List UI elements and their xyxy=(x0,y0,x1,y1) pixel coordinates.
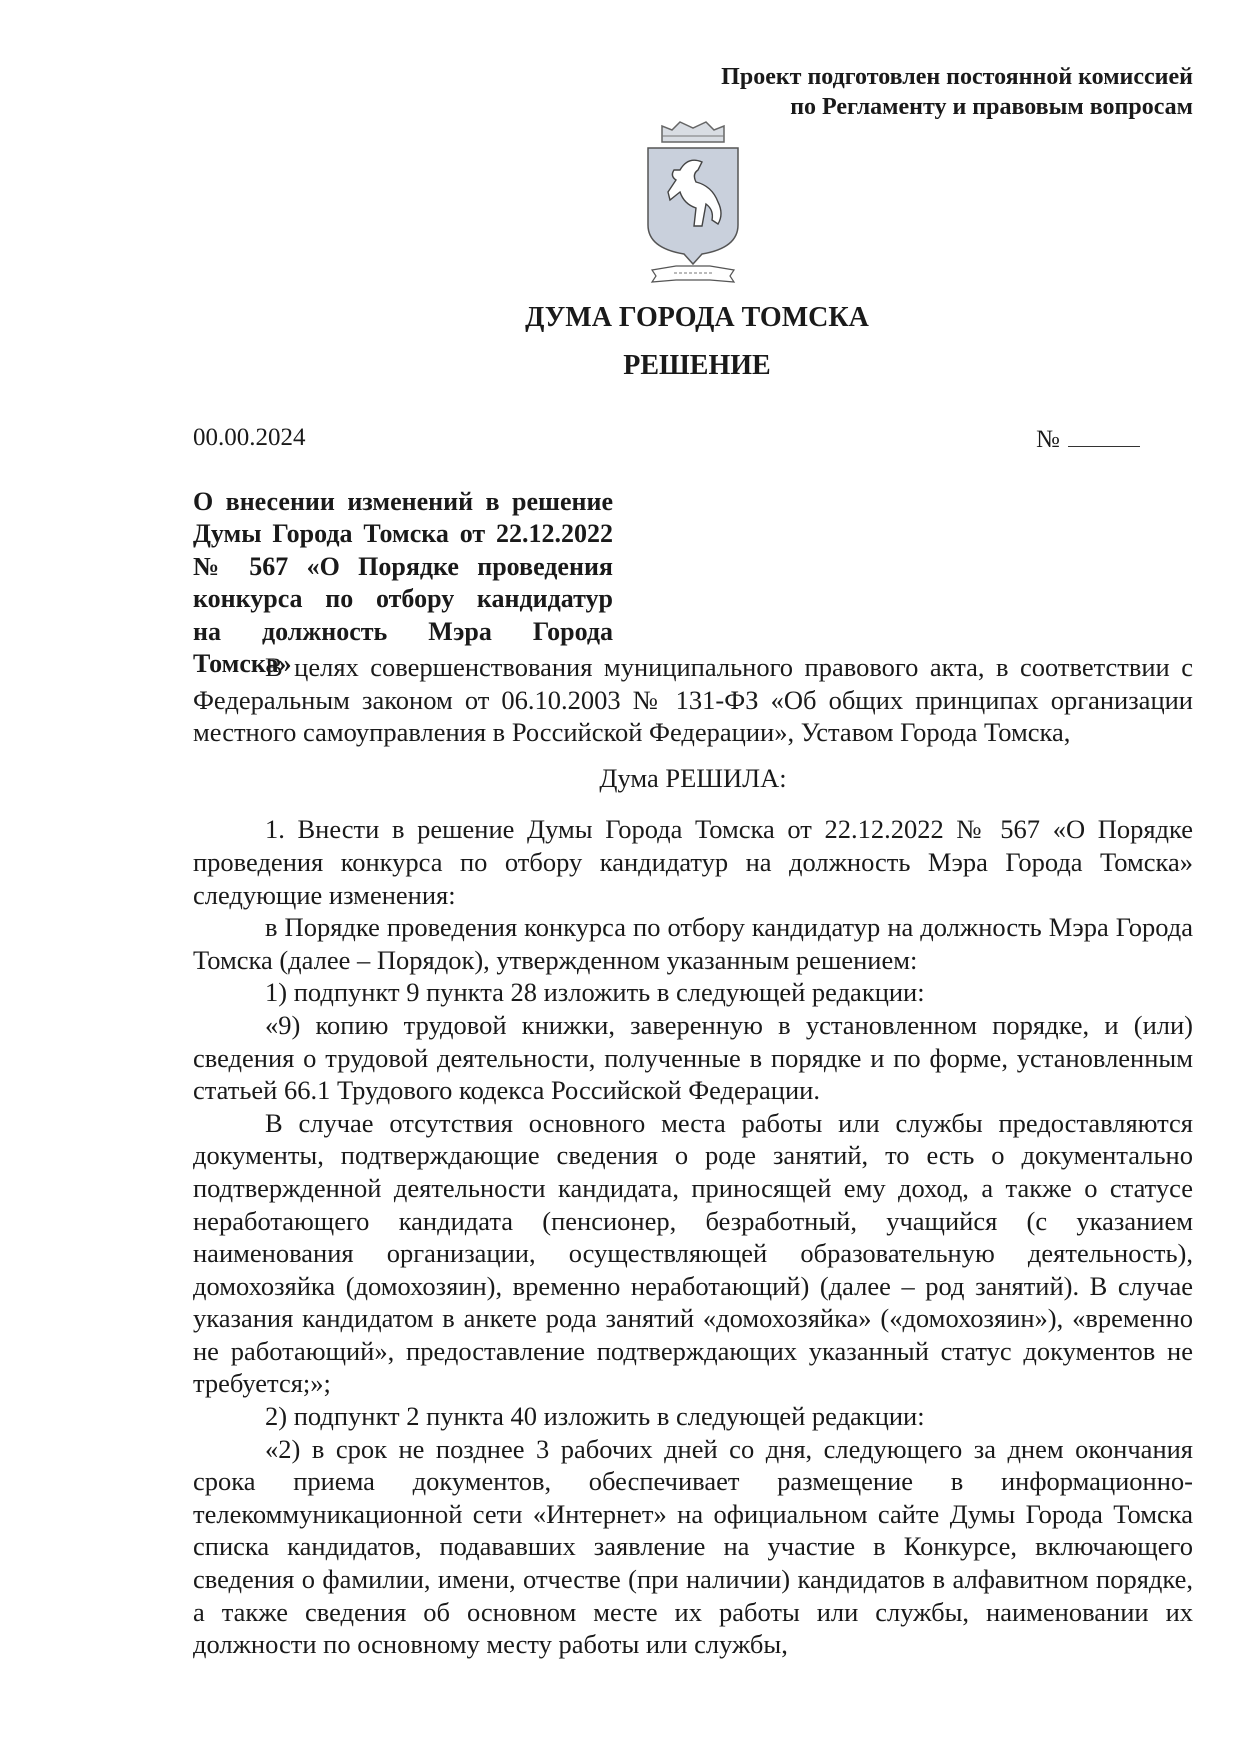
coat-of-arms-icon xyxy=(640,120,746,288)
resolved-heading: Дума РЕШИЛА: xyxy=(599,762,787,793)
number-label: № xyxy=(1036,426,1060,453)
number-blank xyxy=(1068,424,1140,447)
preamble: В целях совершенствования муниципального правового акта, в соответствии с Федеральным законом от 06.10.2003 № 131-ФЗ «Об общих принципах организации местного самоуправления в Российской Федерации», Уставом Города Томска, xyxy=(193,652,1193,748)
subject-line: О внесении изменений в решение xyxy=(193,487,613,516)
decision-date: 00.00.2024 xyxy=(193,424,306,451)
paragraph: «2) в срок не позднее 3 рабочих дней со дня, следующего за днем окончания срока приема документов, обеспечивает размещение в информационно-телекоммуникационной сети «Интернет» на официальном сайте Думы Города Томска списка кандидатов, подававших заявление на участие в Конкурсе, включающего сведения о фамилии, имени, отчестве (при наличии) кандидатов в алфавитном порядке, а также сведения об основном месте их работы или службы, наименовании их должности по основному месту работы или службы, xyxy=(193,1433,1193,1660)
paragraph: 2) подпункт 2 пункта 40 изложить в следующей редакции: xyxy=(265,1401,925,1432)
prepared-by-note xyxy=(721,62,1193,122)
council-name: ДУМА ГОРОДА ТОМСКА xyxy=(525,302,869,333)
subject-line: конкурса по отбору кандидатур xyxy=(193,584,613,614)
subject-line: Думы Города Томска от 22.12.2022 xyxy=(193,519,613,549)
document-type: РЕШЕНИЕ xyxy=(623,350,771,381)
prepared-by-line-2: по Регламенту и правовым вопросам xyxy=(790,94,1193,120)
subject-line: № 567 «О Порядке проведения xyxy=(193,551,613,581)
paragraph: 1) подпункт 9 пункта 28 изложить в следующей редакции: xyxy=(265,977,925,1008)
paragraph: «9) копию трудовой книжки, заверенную в установленном порядке, и (или) сведения о трудовой деятельности, полученные в порядке и по форме, установленным статьей 66.1 Трудового кодекса Российской Федерации. xyxy=(193,1009,1193,1106)
subject-line: на должность Мэра Города Томска» xyxy=(193,616,613,679)
decision-number xyxy=(1036,424,1140,454)
paragraph: в Порядке проведения конкурса по отбору кандидатур на должность Мэра Города Томска (далее – Порядок), утвержденном указанным решением: xyxy=(193,912,1193,975)
document-body xyxy=(193,651,1193,1661)
paragraph: 1. Внести в решение Думы Города Томска от 22.12.2022 № 567 «О Порядке проведения конкурса по отбору кандидатур на должность Мэра Города Томска» следующие изменения: xyxy=(193,814,1193,910)
paragraph: В случае отсутствия основного места работы или службы предоставляются документы, подтверждающие сведения о роде занятий, то есть о документально подтвержденной деятельности кандидата, приносящей ему доход, а также о статусе неработающего кандидата (пенсионер, безработный, учащийся (с указанием наименования организации, осуществляющей образовательную деятельность), домохозяйка (домохозяин), временно неработающий) (далее – род занятий). В случае указания кандидатом в анкете рода занятий «домохозяйка» («домохозяин»), «временно не работающий», предоставление подтверждающих указанный статус документов не требуется;»; xyxy=(193,1107,1193,1399)
prepared-by-line-1: Проект подготовлен постоянной комиссией xyxy=(721,64,1193,90)
